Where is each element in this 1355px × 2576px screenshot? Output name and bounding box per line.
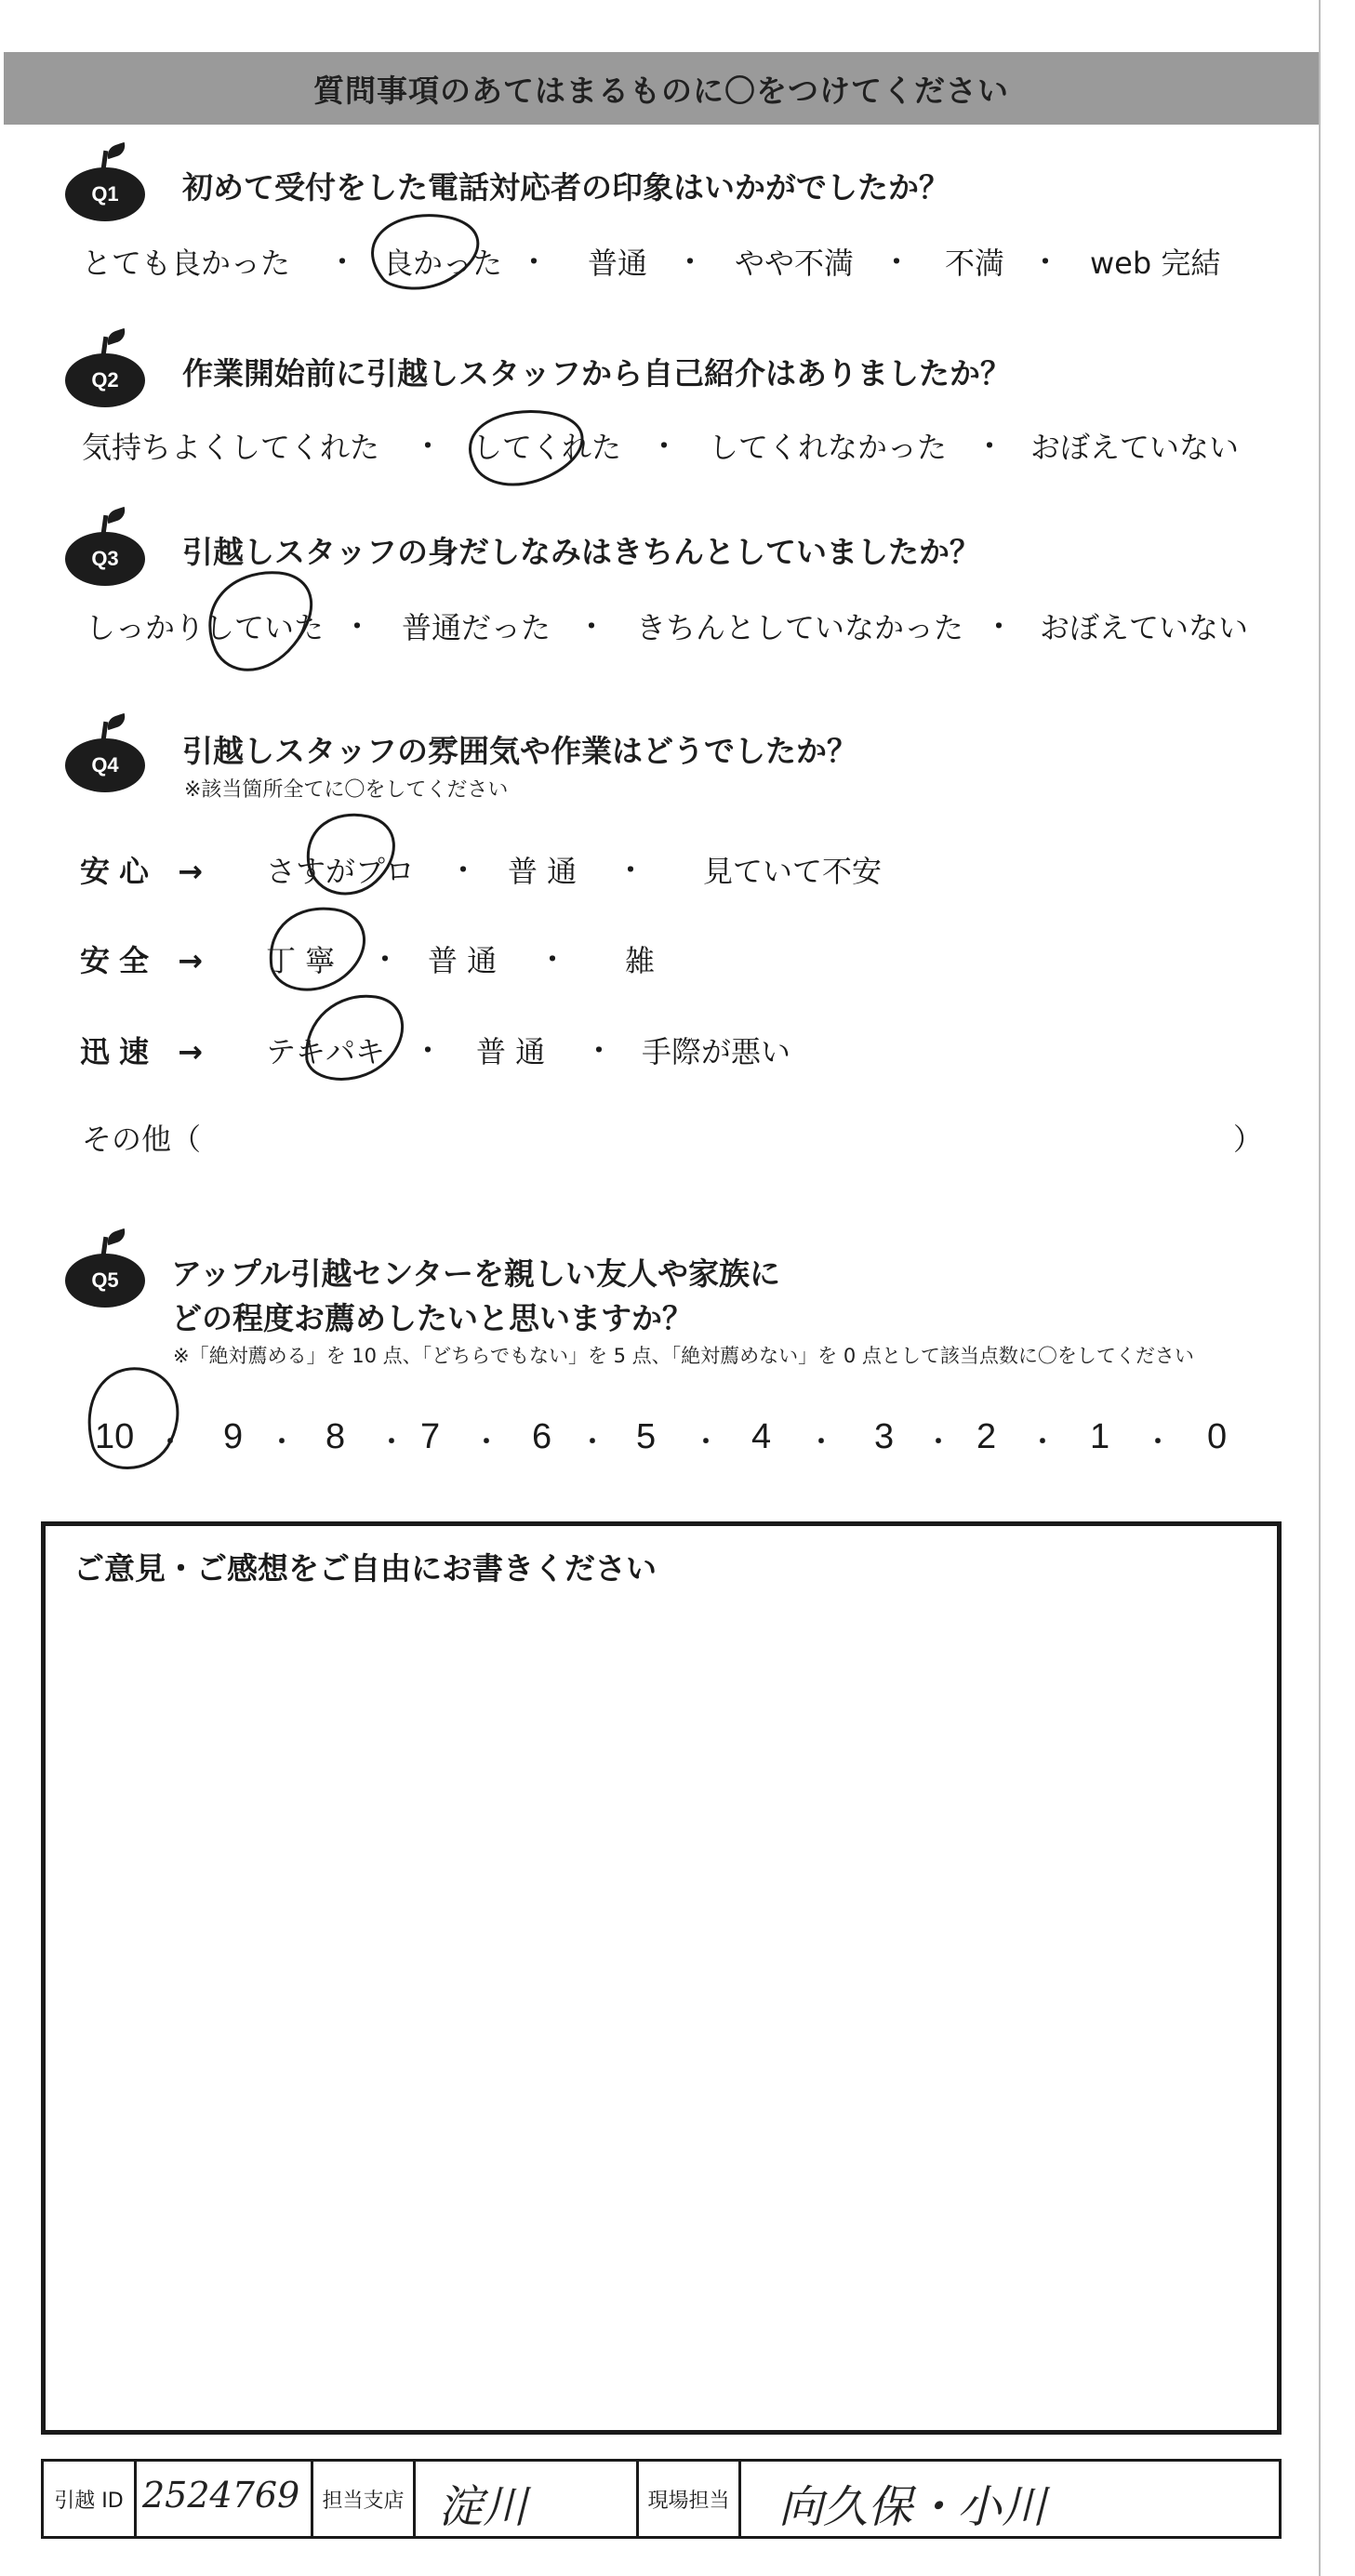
q1-option-4[interactable]: やや不満 (735, 246, 855, 281)
score-5[interactable]: 5 (636, 1417, 657, 1456)
move-id-label: 引越 ID (44, 2462, 137, 2536)
q1-option-3[interactable]: 普通 (588, 246, 648, 281)
q3-question: 引越しスタッフの身だしなみはきちんとしていましたか？ (182, 534, 980, 570)
score-2[interactable]: 2 (976, 1417, 997, 1456)
q4-row-jinsoku-option-2[interactable]: 普 通 (476, 1034, 546, 1069)
q4-row-anshin-option-3[interactable]: 見ていて不安 (703, 854, 883, 889)
q5-note: ※「絶対薦める」を 10 点、「どちらでもない」を 5 点、「絶対薦めない」を 0 点として該当点数に〇をしてください (173, 1345, 1194, 1367)
q1-apple-icon (65, 156, 145, 219)
score-1[interactable]: 1 (1090, 1417, 1110, 1456)
q1-option-1[interactable]: とても良かった (82, 246, 291, 281)
q5-question-line1: アップル引越センターを親しい友人や家族に (171, 1255, 781, 1292)
q1-badge: Q1 (65, 167, 145, 221)
move-id-value: 2524769 (142, 2475, 300, 2516)
q2-option-2[interactable]: してくれた (472, 430, 622, 465)
q1-option-6[interactable]: web 完結 (1090, 246, 1221, 281)
q4-row-jinsoku-option-3[interactable]: 手際が悪い (642, 1034, 791, 1069)
q1-question: 初めて受付をした電話対応者の印象はいかがでしたか？ (182, 169, 950, 206)
q3-option-2[interactable]: 普通だった (402, 610, 551, 645)
q2-option-3[interactable]: してくれなかった (709, 430, 948, 465)
branch-field[interactable] (416, 2462, 639, 2536)
q2-badge: Q2 (65, 353, 145, 407)
score-6[interactable]: 6 (532, 1417, 552, 1456)
q4-apple-icon (65, 727, 145, 790)
score-4[interactable]: 4 (751, 1417, 772, 1456)
score-7[interactable]: 7 (420, 1417, 441, 1456)
q4-badge: Q4 (65, 738, 145, 792)
q3-option-4[interactable]: おぼえていない (1040, 610, 1249, 645)
q4-note: ※該当箇所全てに〇をしてください (184, 778, 509, 802)
q3-option-3[interactable]: きちんとしていなかった (636, 610, 964, 645)
score-8[interactable]: 8 (325, 1417, 346, 1456)
q4-row-jinsoku-label: 迅速 → (80, 1034, 212, 1069)
q4-other-label: その他（ (82, 1122, 202, 1157)
q2-apple-icon (65, 342, 145, 405)
q4-row-anzen-option-1[interactable]: 丁 寧 (266, 943, 336, 978)
footer-table (41, 2459, 1282, 2539)
comment-title: ご意見・ご感想をご自由にお書きください (73, 1550, 657, 1587)
comment-box[interactable] (41, 1521, 1282, 2435)
q4-row-anzen-option-2[interactable]: 普 通 (428, 943, 498, 978)
q3-badge: Q3 (65, 532, 145, 586)
q4-row-anshin-label: 安心 → (80, 854, 212, 889)
branch-value: 淀川 (438, 2481, 528, 2533)
q4-other-close: ） (1233, 1122, 1264, 1157)
move-id-field[interactable] (137, 2462, 313, 2536)
q2-option-4[interactable]: おぼえていない (1030, 430, 1240, 465)
q1-option-2[interactable]: 良かった (383, 246, 503, 281)
q5-apple-icon (65, 1242, 145, 1306)
q4-row-anzen-option-3[interactable]: 雑 (625, 943, 656, 978)
staff-value: 向久保・小川 (778, 2481, 1047, 2533)
score-10[interactable]: 10 (95, 1417, 135, 1456)
page-edge (1319, 0, 1321, 2576)
branch-label: 担当支店 (313, 2462, 416, 2536)
q3-option-1[interactable]: しっかりしていた (86, 610, 325, 645)
q4-other-input[interactable] (214, 1112, 1228, 1153)
q4-row-anshin-option-2[interactable]: 普 通 (508, 854, 578, 889)
q2-question: 作業開始前に引越しスタッフから自己紹介はありましたか？ (182, 355, 1011, 392)
instructions-header (4, 52, 1319, 125)
q4-row-anshin-option-1[interactable]: さすがプロ (266, 854, 416, 889)
q4-question: 引越しスタッフの雰囲気や作業はどうでしたか？ (182, 733, 857, 769)
instructions-header-text: 質問事項のあてはまるものに〇をつけてください (313, 72, 1009, 109)
q2-option-1[interactable]: 気持ちよくしてくれた (82, 430, 380, 465)
staff-field[interactable] (741, 2462, 1279, 2536)
score-9[interactable]: 9 (223, 1417, 244, 1456)
q1-option-5[interactable]: 不満 (945, 246, 1005, 281)
q5-badge: Q5 (65, 1254, 145, 1308)
q4-row-anzen-label: 安全 → (80, 943, 212, 978)
q3-apple-icon (65, 521, 145, 584)
q4-row-jinsoku-option-1[interactable]: テキパキ (266, 1034, 386, 1069)
score-3[interactable]: 3 (874, 1417, 895, 1456)
q5-question-line2: どの程度お薦めしたいと思いますか？ (171, 1300, 693, 1336)
score-0[interactable]: 0 (1207, 1417, 1228, 1456)
staff-label: 現場担当 (639, 2462, 741, 2536)
comment-body[interactable] (73, 1600, 1249, 2402)
